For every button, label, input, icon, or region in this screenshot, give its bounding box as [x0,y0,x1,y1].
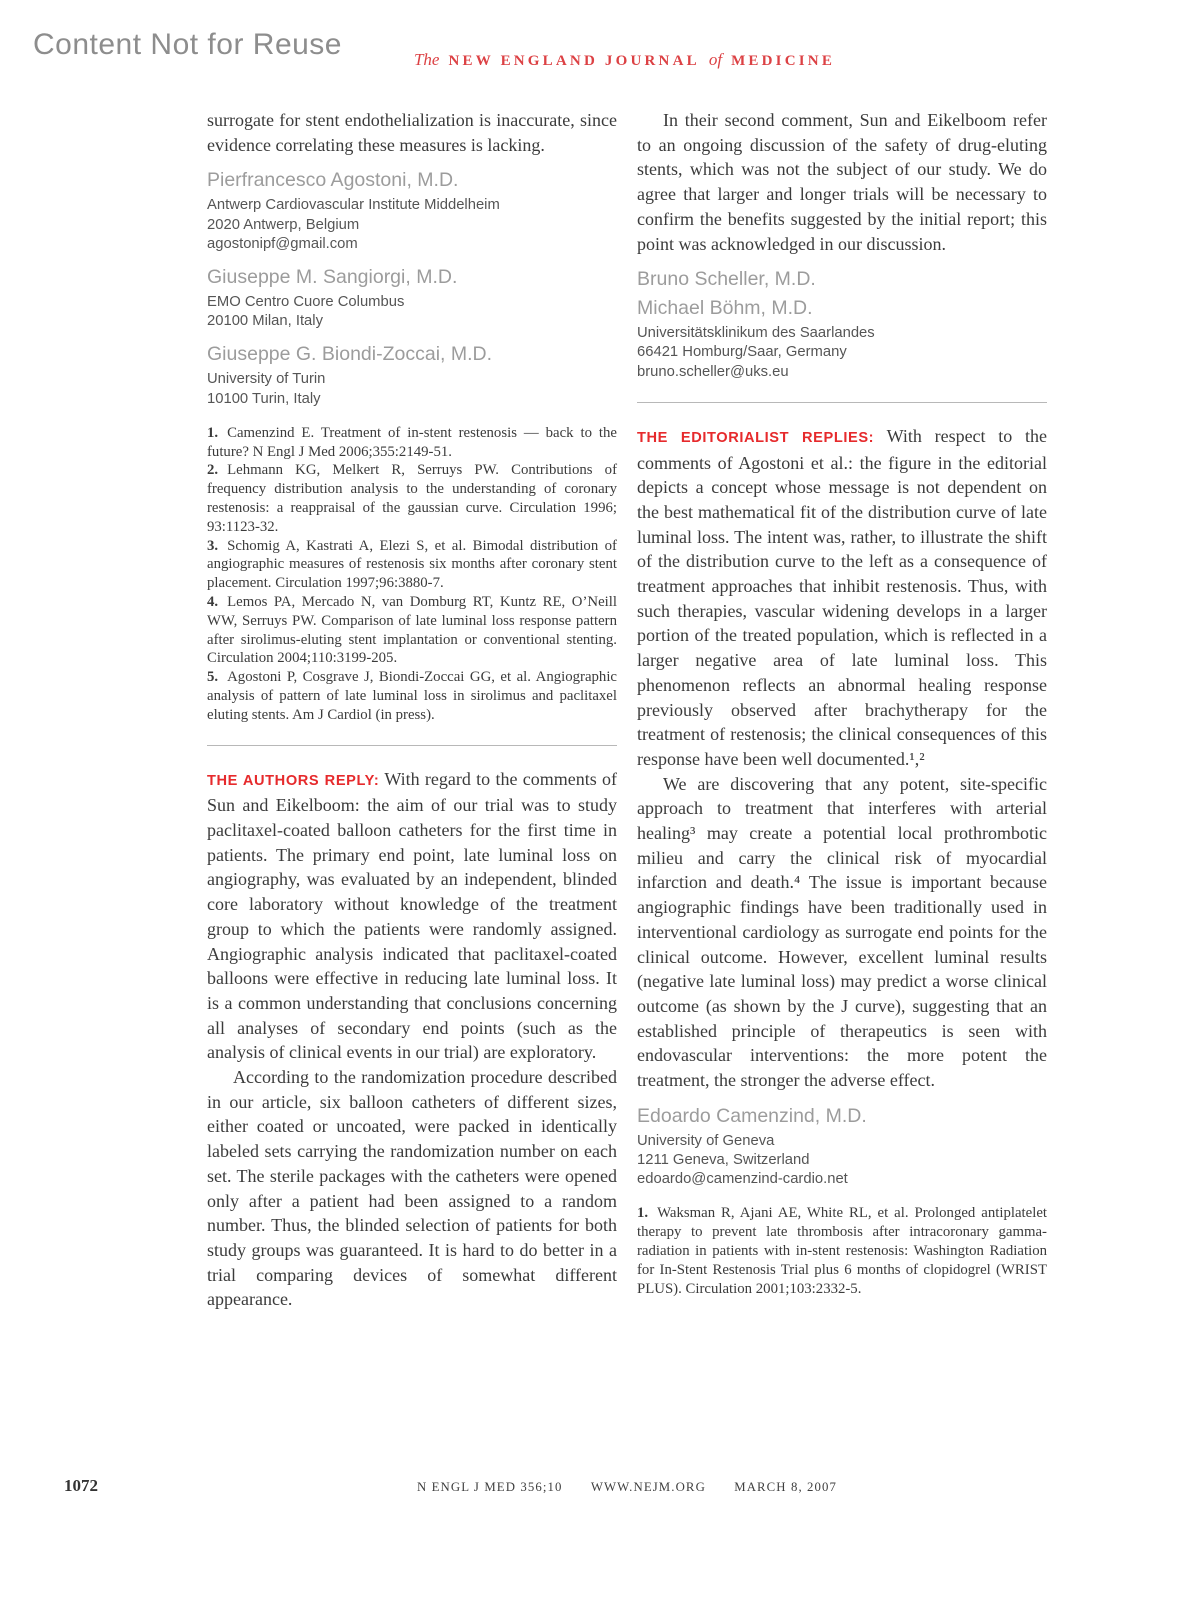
journal-masthead [207,50,1047,70]
two-column-body [207,108,1047,1312]
signature-block [637,1103,1047,1190]
reply-continuation-paragraph: In their second comment, Sun and Eikelboom refer to an ongoing discussion of the safety of drug-eluting stents, which was not the subject of our study. We do agree that larger and longer trials will be necessary to confirm the benefits suggested by the initial report; this point was acknowledged in our discussion. [637,110,1047,254]
editorialist-reply-paragraph: THE EDITORIALIST REPLIES: With respect to the comments of Agostoni et al.: the figure in the editorial depicts a concept whose message is not dependent on the best mathematical fit of the distribution curve of late luminal loss. The intent was, rather, to illustrate the shift of the distribution curve to the left as a consequence of treatment approaches that inhibit restenosis. Thus, with such therapies, vascular widening develops in a larger portion of the treated population, which is reflected in a larger negative area of late luminal loss. This phenomenon reflects an abnormal healing response previously observed after brachytherapy for the treatment of restenosis; the clinical consequences of this response have been well documented.¹,² [637,425,1048,769]
signature-block [207,264,617,331]
section-divider [207,745,617,746]
page-number: 1072 [64,1476,98,1495]
masthead-new-england-journal: NEW ENGLAND JOURNAL [448,53,700,69]
editorialist-reply-paragraph: We are discovering that any potent, site-specific approach to treatment that interferes with arterial healing³ may create a potential local prothrombotic milieu and carry the clinical risk of myocardial infarction and death.⁴ The issue is important because angiographic findings have been traditionally used in interventional cardiology as surrogate end points for the clinical outcome. However, excellent luminal results (negative late luminal loss) may predict a worse clinical outcome (as shown by the J curve), suggesting that an established principle of therapeutics is seen with endovascular interventions: the more potent the treatment, the stronger the adverse effect. [637,773,1047,1091]
author-name: Edoardo Camenzind, M.D. [637,1104,867,1127]
signature-block [207,341,617,408]
right-column [637,108,1047,1312]
reference-list [207,424,617,725]
editorialist-reply-label: THE EDITORIALIST REPLIES: [637,429,875,446]
watermark-text: Content Not for Reuse [33,28,342,61]
reference-item: 4. Lemos PA, Mercado N, van Domburg RT, Kuntz RE, O’Neill WW, Serruys PW. Comparison of late luminal loss response pattern after sirolimus-eluting stent implantation or conventional stenting. Circulation 2004;110:3199-205. [207,594,617,667]
continuation-paragraph: surrogate for stent endothelialization is inaccurate, since evidence correlating these measures is lacking. [207,110,617,155]
author-affiliation: University of Turin 10100 Turin, Italy [207,371,326,407]
reference-item: 5. Agostoni P, Cosgrave J, Biondi-Zoccai GG, et al. Angiographic analysis of pattern of late luminal loss in sirolimus and paclitaxel eluting stents. Am J Cardiol (in press). [207,669,617,723]
author-affiliation: Antwerp Cardiovascular Institute Middelheim 2020 Antwerp, Belgium agostonipf@gmail.com [207,196,617,254]
left-column [207,108,617,1312]
author-name: Giuseppe M. Sangiorgi, M.D. [207,266,458,289]
author-email: agostonipf@gmail.com [207,235,358,252]
masthead-of: of [708,50,723,69]
authors-reply-label: THE AUTHORS REPLY: [207,772,380,789]
footer-date: MARCH 8, 2007 [734,1480,838,1494]
reference-item: 3. Schomig A, Kastrati A, Elezi S, et al. Bimodal distribution of angiographic measures of restenosis six months after coronary stent placement. Circulation 1997;96:3880-7. [207,537,617,592]
authors-reply-paragraph: According to the randomization procedure described in our article, six balloon catheters of different sizes, either coated or uncoated, were packed in identically labeled sets carrying the randomization number on each set. The sterile packages with the catheters were opened only after a patient had been assigned to a random number. Thus, the blinded selection of patients for both study groups was guaranteed. It is hard to do better in a trial comparing devices of somewhat different appearance. [207,1067,617,1310]
journal-footer [207,1480,1047,1495]
footer-citation: N ENGL J MED 356;10 [416,1480,563,1494]
author-name: Michael Böhm, M.D. [637,297,813,320]
masthead-the: The [413,50,440,69]
author-affiliation: EMO Centro Cuore Columbus 20100 Milan, Italy [207,294,405,330]
signature-block [637,266,1047,382]
reference-list [637,1204,1047,1298]
reference-item: 2. Lehmann KG, Melkert R, Serruys PW. Contributions of frequency distribution analysis to the understanding of coronary restenosis: a reappraisal of the gaussian curve. Circulation 1996; 93:1123-32. [207,462,617,535]
footer-url: WWW.NEJM.ORG [590,1480,706,1494]
author-email: edoardo@camenzind-cardio.net [637,1171,848,1188]
reference-item: 1. Camenzind E. Treatment of in-stent restenosis — back to the future? N Engl J Med 2006;355:2149-51. [207,424,617,460]
masthead-medicine: MEDICINE [731,53,836,69]
author-affiliation: Universitätsklinikum des Saarlandes 66421 Homburg/Saar, Germany bruno.scheller@uks.eu [637,324,1047,382]
author-email: bruno.scheller@uks.eu [637,363,789,380]
author-name: Pierfrancesco Agostoni, M.D. [207,169,459,192]
reference-item: 1. Waksman R, Ajani AE, White RL, et al. Prolonged antiplatelet therapy to prevent late thrombosis after intracoronary gamma-radiation in patients with in-stent restenosis: Washington Radiation for In-Stent Restenosis Trial plus 6 months of clopidogrel (WRIST PLUS). Circulation 2001;103:2332-5. [637,1205,1047,1297]
section-divider [637,402,1047,403]
authors-reply-paragraph: THE AUTHORS REPLY: With regard to the comments of Sun and Eikelboom: the aim of our trial was to study paclitaxel-coated balloon catheters for the first time in patients. The primary end point, late luminal loss on angiography, was evaluated by an independent, blinded core laboratory without knowledge of the treatment group to which the patients were randomly assigned. Angiographic analysis indicated that paclitaxel-coated balloons were effective in reducing late luminal loss. It is a common understanding that conclusions concerning all analyses of secondary end points (such as the analysis of clinical events in our trial) are exploratory. [207,768,617,1063]
signature-block [207,167,617,254]
author-name: Giuseppe G. Biondi-Zoccai, M.D. [207,343,493,366]
author-name: Bruno Scheller, M.D. [637,268,816,291]
author-affiliation: University of Geneva 1211 Geneva, Switzerland edoardo@camenzind-cardio.net [637,1132,1047,1190]
